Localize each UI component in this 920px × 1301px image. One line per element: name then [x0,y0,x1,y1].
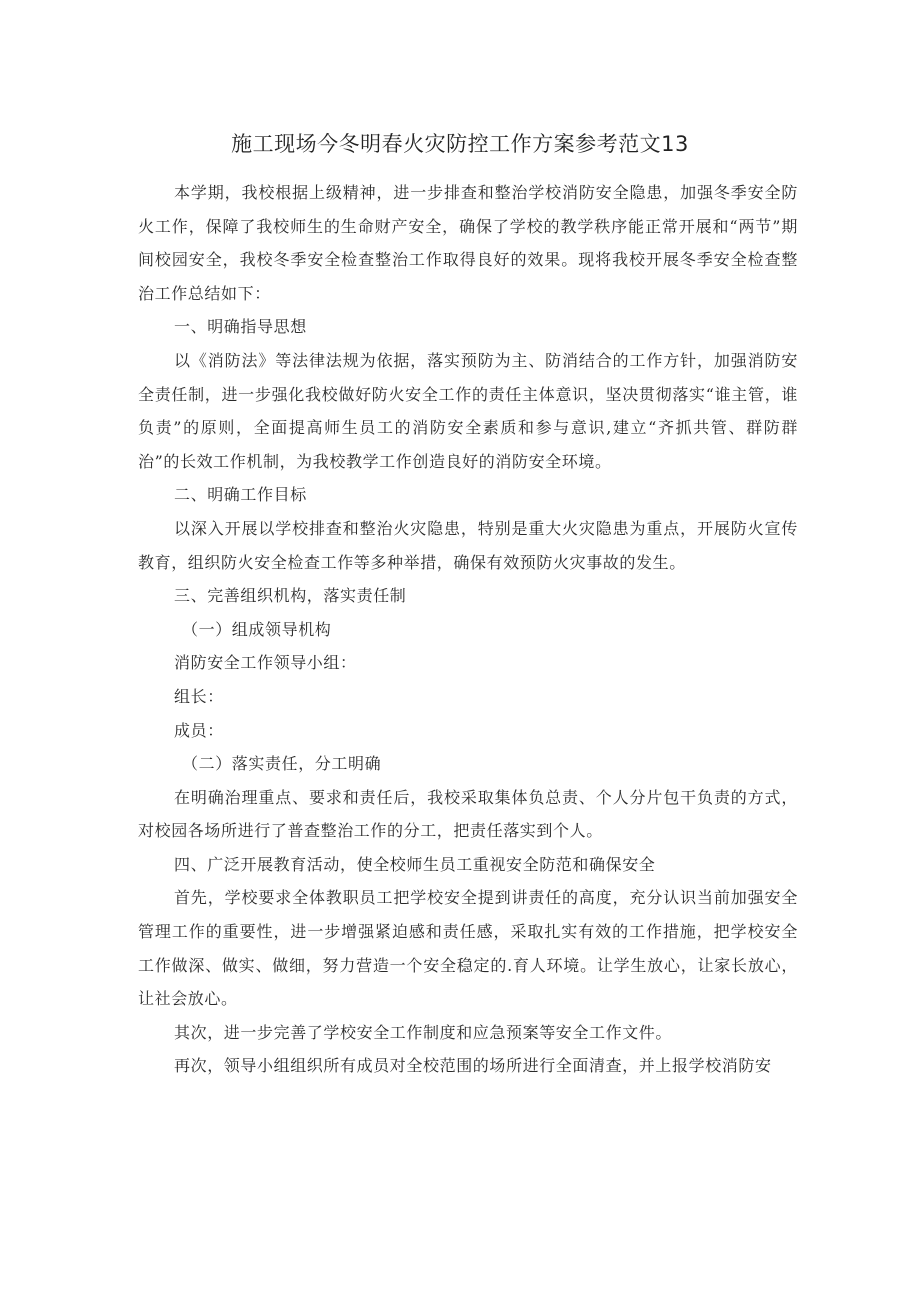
document-title: 施工现场今冬明春火灾防控工作方案参考范文13 [231,132,689,156]
heading-education: 四、广泛开展教育活动，使全校师生员工重视安全防范和确保安全 [174,854,656,874]
paragraph-intro: 本学期，我校根据上级精神，进一步排查和整治学校消防安全隐患，加强冬季安全防火工作，保障了我校师生的生命财产安全，确保了学校的教学秩序能正常开展和“两节”期间校园安全，我校冬季安全检查整治工作取得良好的效果。现将我校开展冬季安全检查整治工作总结如下： [138,183,798,303]
paragraph-third: 再次，领导小组组织所有成员对全校范围的场所进行全面清查，并上报学校消防安 [174,1056,772,1076]
paragraph-work-goals: 以深入开展以学校排查和整治火灾隐患，特别是重大火灾隐患为重点，开展防火宣传教育，组织防火安全检查工作等多种举措，确保有效预防火灾事故的发生。 [138,518,798,572]
paragraph-leadership-group: 消防安全工作领导小组： [174,653,357,673]
subheading-leadership: （一）组成领导机构 [182,619,332,639]
paragraph-guiding-ideology: 以《消防法》等法律法规为依据，落实预防为主、防消结合的工作方针，加强消防安全责任制，进一步强化我校做好防火安全工作的责任主体意识，坚决贯彻落实“谁主管，谁负责”的原则，全面提高师生员工的消防安全素质和参与意识,建立“齐抓共管、群防群治”的长效工作机制，为我校教学工作创造良好的消防安全环境。 [138,350,798,471]
paragraph-members: 成员： [174,720,224,740]
subheading-responsibility: （二）落实责任，分工明确 [182,754,382,774]
paragraph-first: 首先，学校要求全体教职员工把学校安全提到讲责任的高度，充分认识当前加强安全管理工作的重要性，进一步增强紧迫感和责任感，采取扎实有效的工作措施，把学校安全工作做深、做实、做细，努力营造一个安全稳定的.育人环境。让学生放心，让家长放心，让社会放心。 [138,888,798,1009]
paragraph-leader: 组长： [174,686,224,706]
heading-organization: 三、完善组织机构，落实责任制 [174,586,407,606]
heading-guiding-ideology: 一、明确指导思想 [174,317,307,337]
document-body [138,176,798,1083]
paragraph-second: 其次，进一步完善了学校安全工作制度和应急预案等安全工作文件。 [174,1022,673,1042]
paragraph-responsibility: 在明确治理重点、要求和责任后，我校采取集体负总责、个人分片包干负责的方式，对校园各场所进行了普查整治工作的分工，把责任落实到个人。 [138,787,798,841]
heading-work-goals: 二、明确工作目标 [174,485,307,505]
